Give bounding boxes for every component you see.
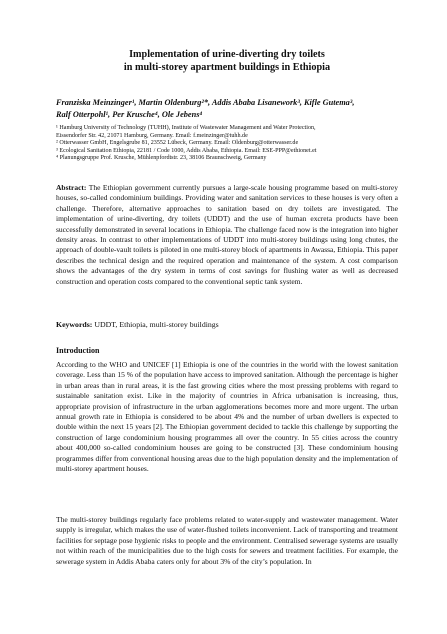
abstract-block <box>56 183 398 287</box>
title-line-1: Implementation of urine-diverting dry toilets <box>129 49 325 60</box>
introduction-heading: Introduction <box>56 346 100 355</box>
title-line-2: in multi-storey apartment buildings in Ethiopia <box>123 62 331 73</box>
affiliation-4: ⁴ Planungsgruppe Prof. Krusche, Mühlenpfordtstr. 23, 38106 Braunschweig, Germany <box>56 155 267 162</box>
affiliation-1: ¹ Hamburg University of Technology (TUHH), Institute of Wastewater Management and Water Protection, <box>56 125 316 131</box>
keywords-label: Keywords: <box>56 320 93 329</box>
paragraph-text: The multi-storey buildings regularly face problems related to water-supply and wastewater management. Water supply is irregular, which makes the use of water-flushed toilets inconvenient. Lack of transporting and treatment facilities for septage pose hygienic risks to people and the environment. Centralised sewerage systems are usually not within reach of the municipalities due to the high costs for sewers and treatment facilities. For example, the sewerage system in Addis Ababa caters only for about 3% of the city’s population. In <box>56 515 398 566</box>
abstract-label: Abstract: <box>56 183 87 192</box>
introduction-paragraph-1 <box>56 360 398 474</box>
paper-title <box>56 48 398 74</box>
keywords-text: UDDT, Ethiopia, multi-storey buildings <box>94 320 219 329</box>
affiliation-1-address: Eissendorfer Str. 42, 21071 Hamburg, Germany. Email: f.meinzinger@tuhh.de <box>56 132 248 139</box>
introduction-paragraph-2 <box>56 515 398 567</box>
paragraph-text: According to the WHO and UNICEF [1] Ethiopia is one of the countries in the world with the lowest sanitation coverage. Less than 15 % of the population have access to improved sanitation. Although the percentage is higher in urban areas than in rural areas, it is the fast growing cities where the most pressing problems with regard to sustainable sanitation exist. Like in the majority of countries in Africa urbanisation is increasing, thus, appropriate provision of infrastructure in the urban agglomerations becomes more and more urgent. The urban annual growth rate in Ethiopia is considered to be about 4% and the number of urban dwellers is expected to double within the next 15 years [2]. The Ethiopian government decided to tackle this challenge by supporting the construction of large condominium housing programmes all over the country. In 55 cities across the country about 400,000 so-called condominium houses are going to be constructed [3]. These condominium housing programmes differ from conventional housing areas due to the high population density and the implementation of multi-storey apartment houses. <box>56 360 398 474</box>
author-list <box>56 97 398 121</box>
authors-line-1: Franziska Meinzinger¹, Martin Oldenburg²*, Addis Ababa Lisanework³, Kifle Gutema³, <box>56 98 355 107</box>
authors-line-2: Ralf Otterpohl¹, Per Krusche⁴, Ole Jebens⁴ <box>56 110 203 119</box>
affiliations <box>56 125 398 163</box>
affiliation-2: ² Otterwasser GmbH, Engelsgrube 81, 23552 Lübeck, Germany. Email: Oldenburg@otterwasser.de <box>56 140 299 147</box>
abstract-text: The Ethiopian government currently pursues a large-scale housing programme based on multi-storey houses, so-called condominium buildings. Providing water and sanitation services to these houses is very often a challenge. Therefore, alternative approaches to sanitation based on dry toilets are investigated. The implementation of urine-diverting, dry toilets (UDDT) and the use of human excreta products have been successfully demonstrated in several locations in Ethiopia. The challenge faced now is the integration into higher density areas. In contrast to other implementations of UDDT into multi-storey buildings using long chutes, the approach of double-vault toilets is piloted in one multi-storey block of apartments in Awassa, Ethiopia. This paper describes the technical design and the required operation and maintenance of the system. A cost comparison shows the advantages of the dry system in terms of cost savings for flushing water as well as decreased construction and operation costs compared to the conventional septic tank system. <box>56 183 399 286</box>
affiliation-3: ³ Ecological Sanitation Ethiopia, 22181 / Code 1000, Addis Ababa, Ethiopia. Email: ESE-PPP@ethionet.et <box>56 147 317 154</box>
keywords-block <box>56 320 398 330</box>
